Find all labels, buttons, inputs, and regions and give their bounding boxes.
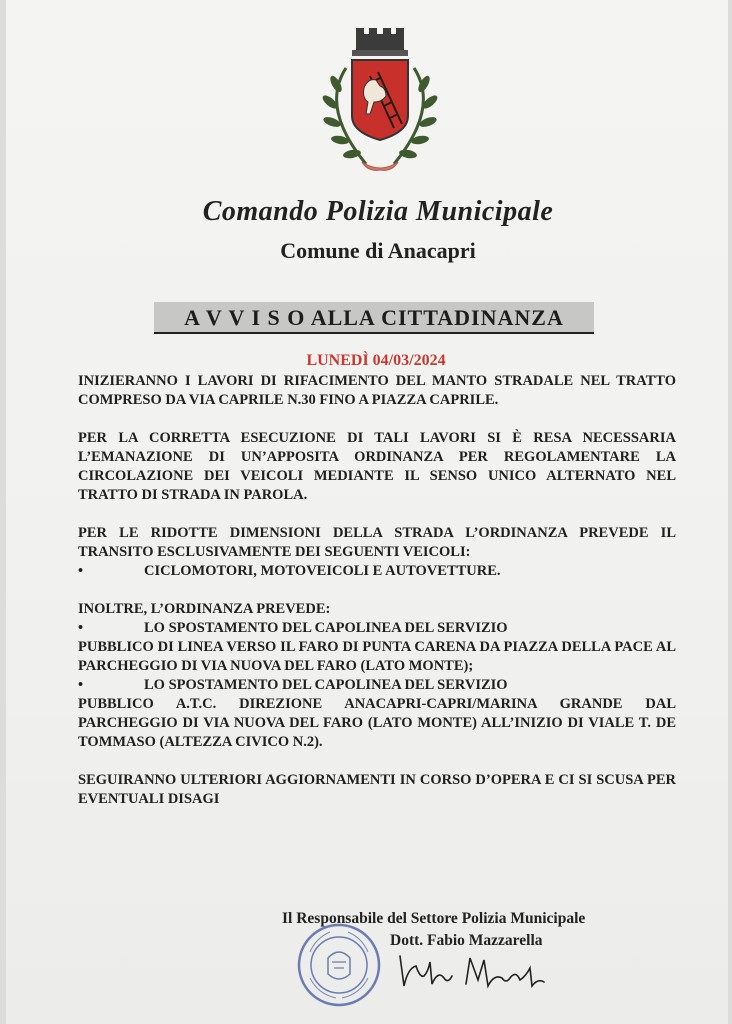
list-item (78, 562, 676, 581)
list-item-lead: LO SPOSTAMENTO DEL CAPOLINEA DEL SERVIZIO (144, 620, 508, 636)
list-item (78, 676, 676, 695)
paragraph-ordinance-intro: INOLTRE, L’ORDINANZA PREVEDE: (78, 601, 331, 617)
list-item-lead: LO SPOSTAMENTO DEL CAPOLINEA DEL SERVIZIO (144, 677, 508, 693)
municipal-coat-of-arms-icon (306, 28, 454, 178)
signatory-name: Dott. Fabio Mazzarella (390, 932, 543, 949)
list-item-text: CICLOMOTORI, MOTOVEICOLI E AUTOVETTURE. (144, 563, 501, 579)
paragraph-updates: SEGUIRANNO ULTERIORI AGGIORNAMENTI IN CORSO D’OPERA E CI SI SCUSA PER EVENTUALI DISAGI (78, 772, 676, 807)
paragraph-road-works: INIZIERANNO I LAVORI DI RIFACIMENTO DEL MANTO STRADALE NEL TRATTO COMPRESO DA VIA CAPRILE N.30 FINO A PIAZZA CAPRILE. (78, 373, 676, 408)
handwritten-signature-icon (394, 948, 554, 998)
bullet-icon: • (78, 677, 84, 693)
paragraph-allowed-vehicles: PER LE RIDOTTE DIMENSIONI DELLA STRADA L’ORDINANZA PREVEDE IL TRANSITO ESCLUSIVAMENTE DEI SEGUENTI VEICOLI: (78, 525, 676, 560)
bullet-icon: • (78, 563, 84, 579)
notice-heading: A V V I S O ALLA CITTADINANZA (154, 302, 594, 334)
notice-body (78, 372, 676, 809)
page-title: Comando Polizia Municipale (202, 196, 554, 227)
signatory-role: Il Responsabile del Settore Polizia Municipale (282, 910, 586, 927)
list-item (78, 619, 676, 638)
bullet-icon: • (78, 620, 84, 636)
notice-date: LUNEDÌ 04/03/2024 (306, 352, 446, 369)
list-item-continuation: PUBBLICO DI LINEA VERSO IL FARO DI PUNTA CARENA DA PIAZZA DELLA PACE AL PARCHEGGIO DI VIA NUOVA DEL FARO (LATO MONTE); (78, 639, 676, 674)
notice-sheet (6, 0, 728, 1024)
paragraph-ordinance: PER LA CORRETTA ESECUZIONE DI TALI LAVORI SI È RESA NECESSARIA L’EMANAZIONE DI UN’APPOSITA ORDINANZA PER REGOLAMENTARE LA CIRCOLAZIONE DEI VEICOLI MEDIANTE IL SENSO UNICO ALTERNATO NEL TRATTO DI STRADA IN PAROLA. (78, 430, 676, 503)
list-item-continuation: PUBBLICO A.T.C. DIREZIONE ANACAPRI-CAPRI/MARINA GRANDE DAL PARCHEGGIO DI VIA NUOVA DEL FARO (LATO MONTE) ALL’INIZIO DI VIALE T. DE TOMMASO (ALTEZZA CIVICO N.2). (78, 696, 676, 750)
page-subtitle: Comune di Anacapri (280, 238, 476, 263)
official-stamp-icon (296, 922, 382, 1008)
